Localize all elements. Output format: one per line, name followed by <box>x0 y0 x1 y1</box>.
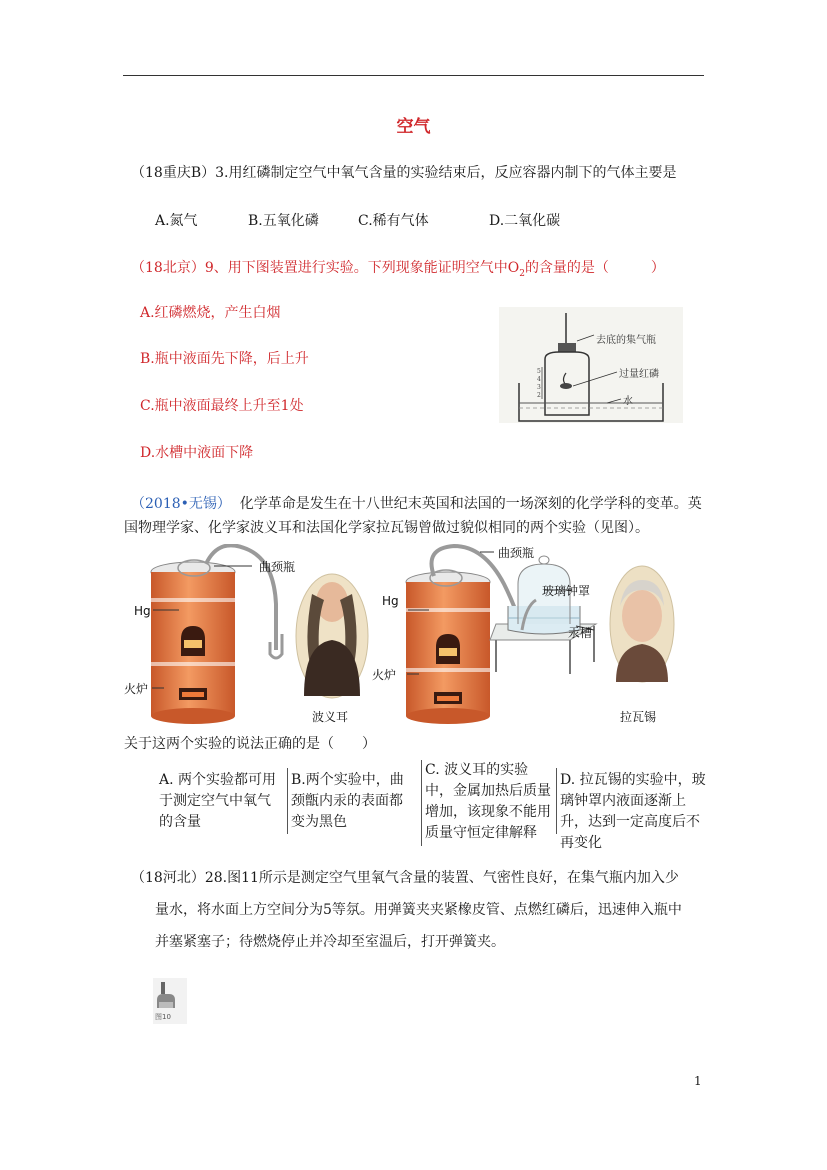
q3-option-divider-1 <box>287 768 288 834</box>
svg-text:4: 4 <box>537 376 541 383</box>
q2-option-d: D.水槽中液面下降 <box>140 445 254 461</box>
q1-stem: （18重庆B）3.用红磷制定空气中氧气含量的实验结束后，反应容器内制下的气体主要是 <box>131 165 677 181</box>
q1-option-a: A.氮气 <box>155 213 198 229</box>
page-title: 空气 <box>396 117 431 137</box>
q3-option-a: A. 两个实验都可用于测定空气中氧气的含量 <box>159 772 277 830</box>
q3-option-divider-2 <box>421 760 422 846</box>
q2-label-water: 水 <box>623 396 633 407</box>
q4-figure-thumbnail <box>153 978 187 1024</box>
q1-option-c: C.稀有气体 <box>358 213 429 229</box>
q3-label-right-furnace: 火炉 <box>372 668 397 682</box>
q1-option-b: B.五氧化磷 <box>248 213 319 229</box>
svg-text:2: 2 <box>537 392 541 399</box>
q3-label-lavoisier: 拉瓦锡 <box>620 710 657 724</box>
q2-option-b: B.瓶中液面先下降，后上升 <box>140 351 309 367</box>
q3-experiments-drawing <box>124 544 684 732</box>
q3-label-left-hg: Hg <box>134 604 151 618</box>
q4-stem-line1: （18河北）28.图11所示是测定空气里氧气含量的装置、气密性良好，在集气瓶内加入少 <box>131 870 679 886</box>
svg-text:3: 3 <box>537 384 541 391</box>
q4-figure-caption: 图10 <box>155 1013 171 1021</box>
q3-label-bell-jar: 玻璃钟罩 <box>542 584 591 598</box>
q3-stem-line2: 国物理学家、化学家波义耳和法国化学家拉瓦锡曾做过貌似相同的两个实验（见图）。 <box>124 520 649 536</box>
q2-stem <box>131 258 665 284</box>
q3-label-right-flask: 曲颈瓶 <box>498 546 535 560</box>
q2-option-c: C.瓶中液面最终上升至1处 <box>140 398 304 414</box>
q4-stem-line2: 量水，将水面上方空间分为5等氛。用弹簧夹夹紧橡皮管、点燃红磷后，迅速伸入瓶中 <box>155 902 682 918</box>
q2-label-red-phosphorus: 过量红磷 <box>619 369 659 380</box>
q2-stem-after: 的含量的是（ ） <box>524 260 665 276</box>
q3-option-d: D. 拉瓦锡的实验中，玻璃钟罩内液面逐渐上升，达到一定高度后不再变化 <box>560 772 706 851</box>
q3-option-c: C. 波义耳的实验中，金属加热后质量增加，该现象不能用质量守恒定律解释 <box>425 762 551 841</box>
q3-stem-line1 <box>131 494 702 514</box>
q2-apparatus-figure <box>499 307 683 423</box>
q2-stem-before: （18北京）9、用下图装置进行实验。下列现象能证明空气中O <box>131 260 520 276</box>
q3-source: （2018•无锡） <box>131 496 231 512</box>
q3-experiments-figure <box>124 544 684 732</box>
q2-label-bottomless-bottle: 去底的集气瓶 <box>596 335 656 346</box>
q3-stem-text1: 化学革命是发生在十八世纪末英国和法国的一场深刻的化学学科的变革。英 <box>239 496 702 512</box>
q2-option-a: A.红磷燃烧，产生白烟 <box>140 305 281 321</box>
q3-label-mercury-trough: 汞槽 <box>568 626 593 640</box>
q4-stem-line3: 并塞紧塞子；待燃烧停止并冷却至室温后，打开弹簧夹。 <box>155 934 505 950</box>
q3-label-left-furnace: 火炉 <box>124 682 149 696</box>
q3-label-right-hg: Hg <box>382 594 399 608</box>
q3-label-boyle: 波义耳 <box>312 710 349 724</box>
page-number: 1 <box>694 1074 702 1088</box>
q1-option-d: D.二氧化碳 <box>489 213 561 229</box>
q2-stem-sub: 2 <box>519 268 525 279</box>
q3-option-b: B.两个实验中，曲颈甑内汞的表面都变为黑色 <box>291 772 404 830</box>
svg-text:5: 5 <box>537 368 541 375</box>
q3-option-divider-3 <box>556 768 557 834</box>
q3-question: 关于这两个实验的说法正确的是（ ） <box>124 736 376 752</box>
q3-label-left-flask: 曲颈瓶 <box>259 560 296 574</box>
header-rule <box>123 75 704 76</box>
